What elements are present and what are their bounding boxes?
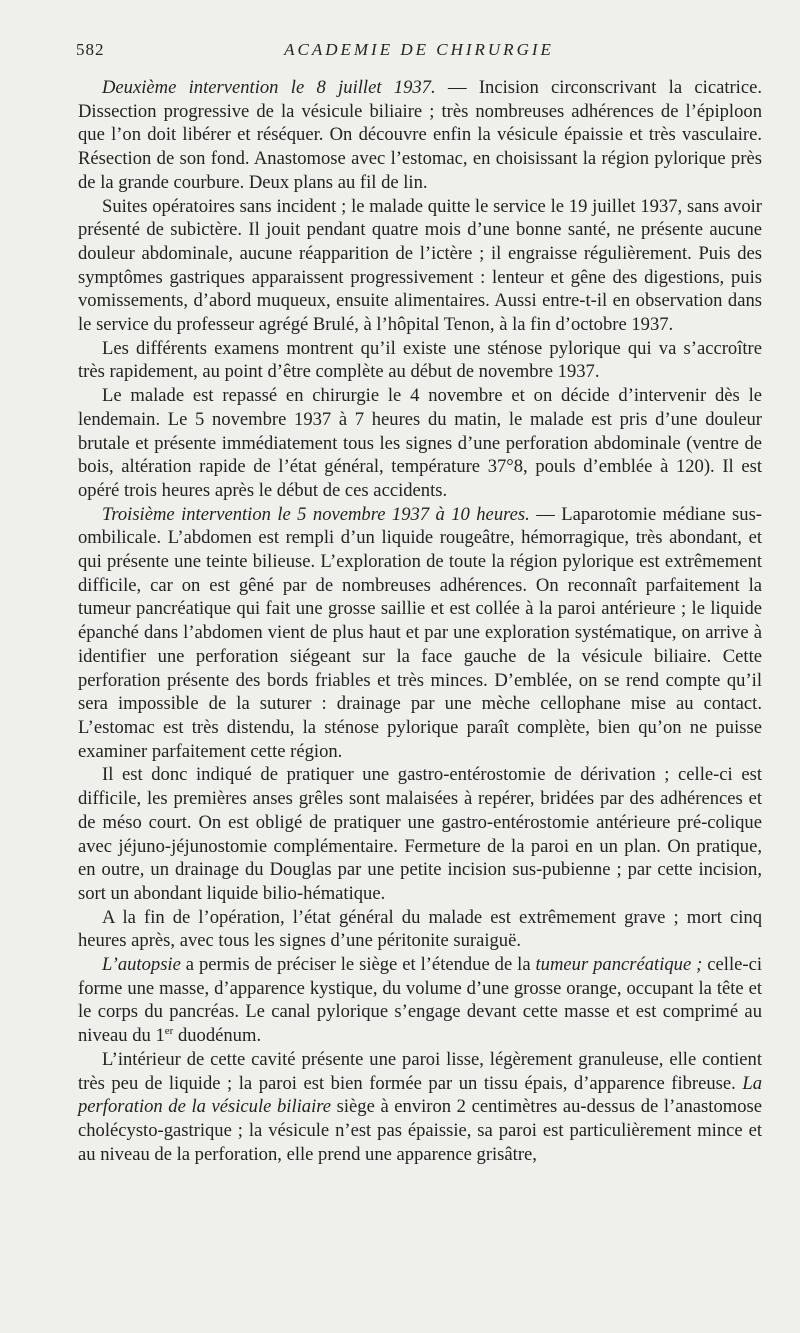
- emphasis-term: tumeur pancréatique ;: [535, 954, 703, 976]
- emphasis-heading: Troisième intervention le 5 novembre 1937 à 10 heures.: [102, 503, 530, 525]
- paragraph-autopsy: [78, 953, 762, 1048]
- paragraph-text: — Incision circonscrivant la cicatrice. Dissection progressive de la vésicule biliaire ; très nombreuses adhérences de l’épiploon que l’on doit libérer et réséquer. On découvre enfin la vésicule épaissie et très vasculaire. Résection de son fond. Anastomose avec l’estomac, en choisissant la région pylorique près de la grande courbure. Deux plans au fil de lin.: [78, 77, 762, 193]
- paragraph-perforation-onset: Le malade est repassé en chirurgie le 4 novembre et on décide d’intervenir dès le lendemain. Le 5 novembre 1937 à 7 heures du matin, le malade est pris d’une douleur brutale et présente immédiatement tous les signes d’une perforation abdominale (ventre de bois, altération rapide de l’état général, température 37°8, pouls d’emblée à 120). Il est opéré trois heures après le début de ces accidents.: [78, 385, 762, 501]
- paragraph-cavity: [78, 1048, 762, 1167]
- paragraph-text: L’intérieur de cette cavité présente une paroi lisse, légèrement granuleuse, elle contient très peu de liquide ; la paroi est bien formée par un tissu épais, d’apparence fibreuse.: [78, 1048, 762, 1094]
- paragraph-text: a permis de préciser le siège et l’étendue de la: [180, 954, 536, 976]
- paragraph-postoperative: Suites opératoires sans incident ; le malade quitte le service le 19 juillet 1937, sans avoir présenté de subictère. Il jouit pendant quatre mois d’une bonne santé, ne présente aucune douleur abdominale, aucune réapparition de l’ictère ; il engraisse régulièrement. Puis des symptômes gastriques apparaissent progressivement : lenteur et gêne des digestions, puis vomissements, d’abord muqueux, ensuite alimentaires. Aussi entre-t-il en observation dans le service du professeur agrégé Brulé, à l’hôpital Tenon, à la fin d’octobre 1937.: [78, 195, 762, 336]
- paragraph-examinations: Les différents examens montrent qu’il existe une sténose pylorique qui va s’accroître très rapidement, au point d’être complète au début de novembre 1937.: [78, 337, 762, 383]
- body-text: [78, 76, 762, 1166]
- paragraph-second-intervention: [78, 76, 762, 195]
- page-header: [78, 40, 762, 76]
- paragraph-text: celle-ci forme une masse, d’apparence kystique, du volume d’une grosse orange, occupant la tête et le corps du pancréas. Le canal pylorique s’engage devant cette masse et est comprimé au niveau du 1: [78, 954, 762, 1047]
- running-title: ACADEMIE DE CHIRURGIE: [284, 40, 554, 59]
- paragraph-text: siège à environ 2 centimètres au-dessus de l’anastomose cholécysto-gastrique ; la vésicule n’est pas épaissie, sa paroi est particulièrement mince et au niveau de la perforation, elle prend une apparence grisâtre,: [78, 1096, 763, 1165]
- emphasis-term: L’autopsie: [102, 954, 181, 976]
- paragraph-gastro-enterostomy: Il est donc indiqué de pratiquer une gastro-entérostomie de dérivation ; celle-ci est difficile, les premières anses grêles sont malaisées à repérer, bridées par des adhérences et de méso court. On est obligé de pratiquer une gastro-entérostomie antérieure pré-colique avec jéjuno-jéjunostomie complémentaire. Fermeture de la paroi en un plan. On pratique, en outre, un drainage du Douglas par une petite incision sus-pubienne ; par cette incision, sort un abondant liquide bilio-hématique.: [78, 764, 762, 904]
- paragraph-text: — Laparotomie médiane sus-ombilicale. L’abdomen est rempli d’un liquide rougeâtre, hémorragique, très abondant, et qui présente une teinte bilieuse. L’exploration de toute la région pylorique est extrêmement difficile, car on est gêné par de nombreuses adhérences. On reconnaît parfaitement la tumeur pancréatique qui fait une grosse saillie et est collée à la paroi antérieure ; le liquide épanché dans l’abdomen vient de plus haut et par une exploration systématique, on arrive à identifier une perforation siégeant sur la face gauche de la vésicule biliaire. Cette perforation présente des bords friables et très minces. D’emblée, on se rend compte qu’il sera impossible de la suturer : drainage par une mèche cellophane mise au contact. L’estomac est très distendu, la sténose pylorique paraît complète, bien qu’on ne puisse examiner parfaitement cette région.: [78, 503, 762, 762]
- paragraph-text: duodénum.: [173, 1025, 262, 1047]
- paragraph-third-intervention: [78, 503, 762, 764]
- paragraph-outcome: A la fin de l’opération, l’état général du malade est extrêmement grave ; mort cinq heures après, avec tous les signes d’une péritonite suraiguë.: [78, 906, 762, 952]
- superscript: er: [164, 1024, 174, 1037]
- emphasis-heading: Deuxième intervention le 8 juillet 1937.: [102, 77, 436, 98]
- page-number: 582: [76, 40, 105, 59]
- emphasis-term: La perforation de la vésicule biliaire: [78, 1072, 762, 1118]
